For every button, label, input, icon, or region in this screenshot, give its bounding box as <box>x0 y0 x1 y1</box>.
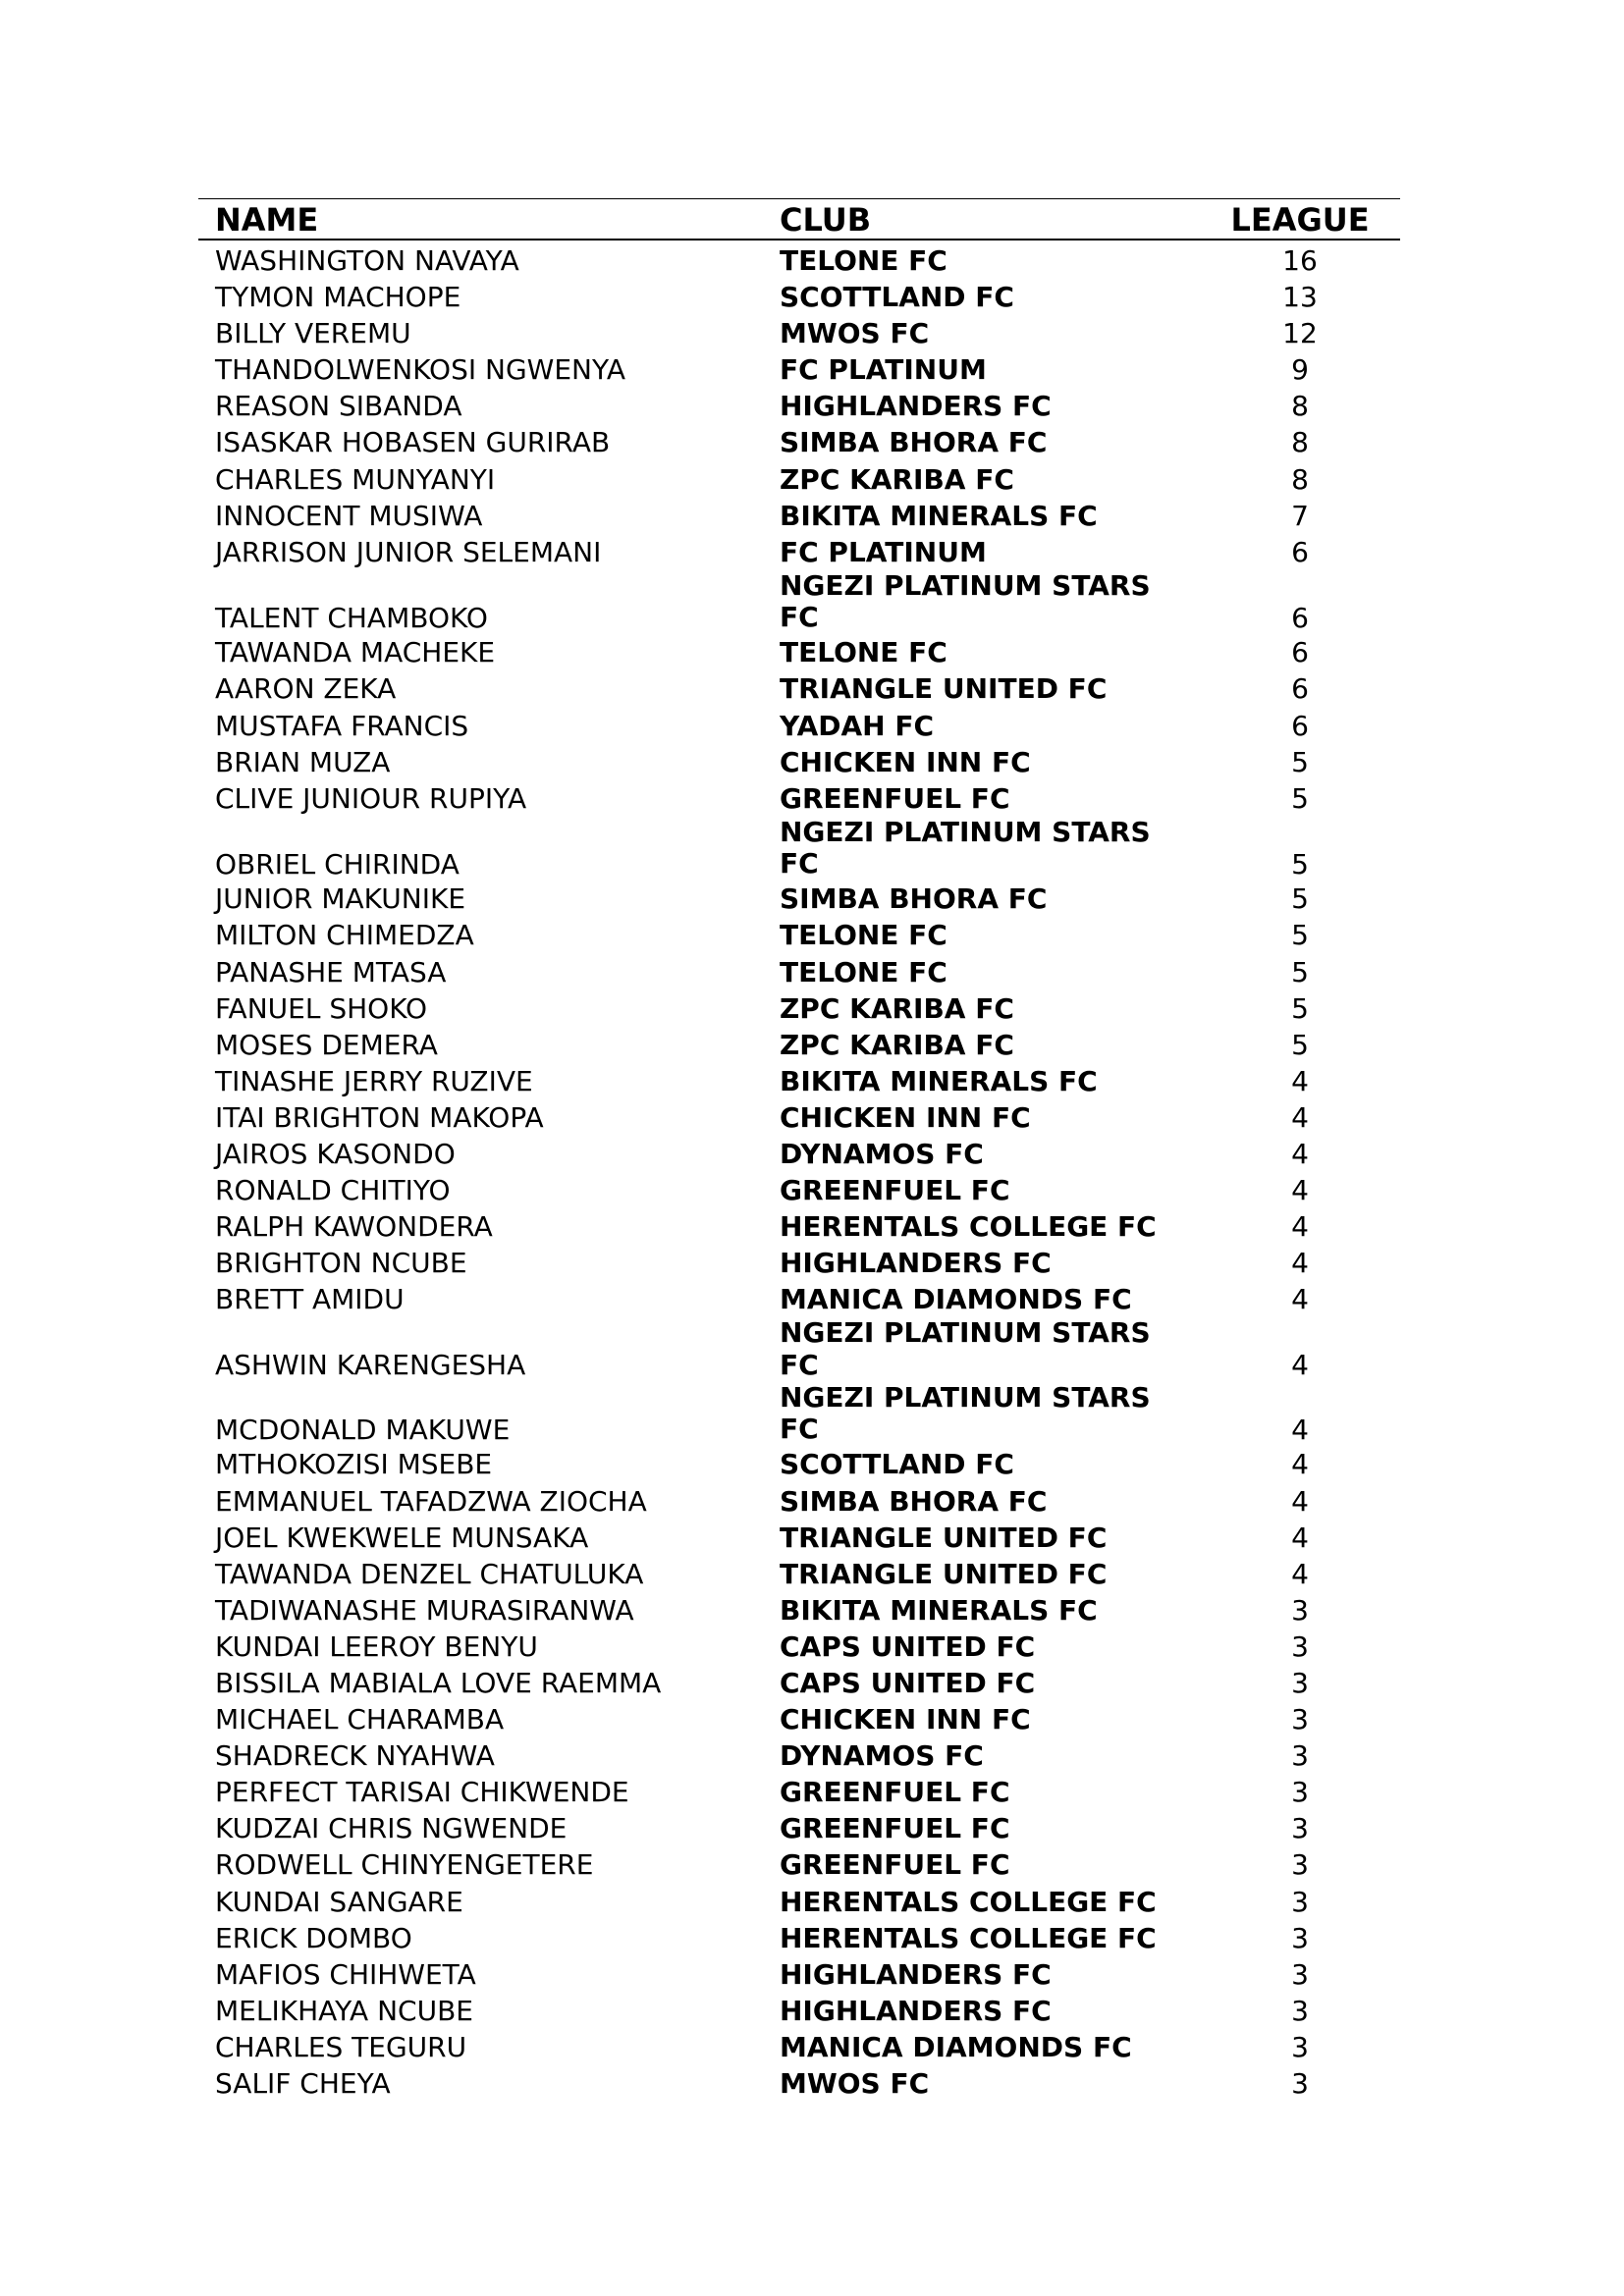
player-name: ERICK DOMBO <box>215 1921 412 1954</box>
league-goals: 3 <box>1291 1957 1309 1991</box>
club-name: SIMBA BHORA FC <box>780 426 1048 459</box>
table-row <box>198 1920 1400 1956</box>
league-goals: 3 <box>1291 1812 1309 1845</box>
table-row <box>198 2065 1400 2102</box>
player-name: SALIF CHEYA <box>215 2067 391 2101</box>
league-goals: 3 <box>1291 1885 1309 1918</box>
club-name: DYNAMOS FC <box>780 1137 984 1170</box>
club-name: TELONE FC <box>780 955 947 988</box>
club-name: BIKITA MINERALS FC <box>780 499 1098 532</box>
table-row <box>198 242 1400 279</box>
player-name: KUDZAI CHRIS NGWENDE <box>215 1812 568 1845</box>
club-name: SIMBA BHORA FC <box>780 1484 1048 1518</box>
club-name: MWOS FC <box>780 317 930 350</box>
club-name: SCOTTLAND FC <box>780 281 1014 314</box>
table-row <box>198 1172 1400 1208</box>
player-name: TADIWANASHE MURASIRANWA <box>215 1593 634 1627</box>
league-goals: 12 <box>1282 317 1318 350</box>
table-row <box>198 1382 1400 1447</box>
table-row <box>198 1993 1400 2029</box>
club-name: FC PLATINUM <box>780 535 987 568</box>
league-goals: 8 <box>1291 390 1309 423</box>
club-name: HIGHLANDERS FC <box>780 1994 1052 2027</box>
league-goals: 4 <box>1291 1064 1309 1097</box>
player-name: JOEL KWEKWELE MUNSAKA <box>215 1521 589 1554</box>
player-name: BRIGHTON NCUBE <box>215 1247 467 1280</box>
league-goals: 6 <box>1291 601 1309 634</box>
club-name: CHICKEN INN FC <box>780 1703 1031 1736</box>
player-name: AARON ZEKA <box>215 672 397 706</box>
player-name: RODWELL CHINYENGETERE <box>215 1848 594 1882</box>
club-name-line: FC <box>780 847 819 881</box>
league-goals: 8 <box>1291 462 1309 496</box>
table-row <box>198 351 1400 388</box>
club-name: HIGHLANDERS FC <box>780 390 1052 423</box>
player-name: ASHWIN KARENGESHA <box>215 1349 526 1382</box>
table-row <box>198 881 1400 917</box>
club-name: TRIANGLE UNITED FC <box>780 1557 1108 1590</box>
league-goals: 4 <box>1291 1413 1309 1446</box>
club-name: ZPC KARIBA FC <box>780 991 1014 1025</box>
league-goals: 3 <box>1291 1776 1309 1809</box>
league-goals: 4 <box>1291 1349 1309 1382</box>
club-name: YADAH FC <box>780 709 935 742</box>
player-name: RALPH KAWONDERA <box>215 1210 493 1244</box>
header-league: LEAGUE <box>1230 201 1370 239</box>
player-name: MOSES DEMERA <box>215 1028 438 1061</box>
league-goals: 5 <box>1291 955 1309 988</box>
league-goals: 3 <box>1291 1921 1309 1954</box>
player-name: RONALD CHITIYO <box>215 1174 451 1207</box>
table-row <box>198 315 1400 351</box>
table-row <box>198 1245 1400 1281</box>
player-name: WASHINGTON NAVAYA <box>215 244 519 277</box>
table-row <box>198 670 1400 707</box>
table-row <box>198 1629 1400 1665</box>
club-name: TELONE FC <box>780 244 947 277</box>
league-goals: 4 <box>1291 1137 1309 1170</box>
table-row <box>198 1446 1400 1482</box>
league-goals: 6 <box>1291 636 1309 669</box>
table-row <box>198 1737 1400 1774</box>
league-goals: 4 <box>1291 1448 1309 1481</box>
league-goals: 4 <box>1291 1484 1309 1518</box>
club-name: TELONE FC <box>780 919 947 952</box>
league-goals: 5 <box>1291 745 1309 778</box>
table-row <box>198 1956 1400 1993</box>
player-name: PANASHE MTASA <box>215 955 447 988</box>
table-row <box>198 534 1400 570</box>
club-name-line: NGEZI PLATINUM STARS <box>780 568 1151 602</box>
table-row <box>198 1556 1400 1592</box>
player-name: MCDONALD MAKUWE <box>215 1413 511 1446</box>
player-name: MTHOKOZISI MSEBE <box>215 1448 493 1481</box>
league-goals: 5 <box>1291 882 1309 916</box>
club-name <box>780 817 1200 881</box>
player-name: MICHAEL CHARAMBA <box>215 1703 505 1736</box>
club-name-line: FC <box>780 601 819 634</box>
league-goals: 5 <box>1291 781 1309 815</box>
club-name: SCOTTLAND FC <box>780 1448 1014 1481</box>
table-row <box>198 498 1400 534</box>
club-name: BIKITA MINERALS FC <box>780 1064 1098 1097</box>
league-goals: 3 <box>1291 1667 1309 1699</box>
table-row <box>198 2029 1400 2065</box>
club-name: TRIANGLE UNITED FC <box>780 1521 1108 1554</box>
club-name: CAPS UNITED FC <box>780 1667 1036 1699</box>
player-name: MELIKHAYA NCUBE <box>215 1994 473 2027</box>
league-goals: 3 <box>1291 1739 1309 1773</box>
league-goals: 6 <box>1291 709 1309 742</box>
table-row <box>198 708 1400 744</box>
club-name: TRIANGLE UNITED FC <box>780 672 1108 706</box>
table-row <box>198 1027 1400 1063</box>
club-name <box>780 1382 1200 1446</box>
club-name: HIGHLANDERS FC <box>780 1957 1052 1991</box>
league-goals: 8 <box>1291 426 1309 459</box>
table-row <box>198 1208 1400 1245</box>
header-name: NAME <box>215 201 319 239</box>
table-row <box>198 1884 1400 1920</box>
club-name-line: NGEZI PLATINUM STARS <box>780 1316 1151 1350</box>
player-name: BRETT AMIDU <box>215 1283 405 1316</box>
player-name: KUNDAI LEEROY BENYU <box>215 1629 538 1663</box>
league-goals: 5 <box>1291 847 1309 881</box>
table-row <box>198 1281 1400 1317</box>
league-goals: 4 <box>1291 1100 1309 1134</box>
club-name: MANICA DIAMONDS FC <box>780 1283 1132 1316</box>
league-goals: 9 <box>1291 353 1309 387</box>
league-goals: 5 <box>1291 919 1309 952</box>
player-name: PERFECT TARISAI CHIKWENDE <box>215 1776 629 1809</box>
club-name: SIMBA BHORA FC <box>780 882 1048 916</box>
table-row <box>198 424 1400 460</box>
league-goals: 4 <box>1291 1283 1309 1316</box>
league-goals: 3 <box>1291 2067 1309 2101</box>
player-name: SHADRECK NYAHWA <box>215 1739 495 1773</box>
club-name: GREENFUEL FC <box>780 781 1010 815</box>
table-row <box>198 279 1400 315</box>
player-name: FANUEL SHOKO <box>215 991 428 1025</box>
club-name-line: FC <box>780 1348 819 1381</box>
table-row <box>198 1317 1400 1382</box>
league-goals: 6 <box>1291 535 1309 568</box>
club-name: HERENTALS COLLEGE FC <box>780 1921 1157 1954</box>
league-goals: 5 <box>1291 991 1309 1025</box>
table-header <box>198 199 1400 240</box>
header-club: CLUB <box>780 201 872 239</box>
player-name: BILLY VEREMU <box>215 317 411 350</box>
table-row <box>198 388 1400 424</box>
league-goals: 3 <box>1291 1629 1309 1663</box>
table-row <box>198 1483 1400 1520</box>
league-goals: 3 <box>1291 1703 1309 1736</box>
league-goals: 4 <box>1291 1521 1309 1554</box>
table-row <box>198 917 1400 953</box>
table-row <box>198 1846 1400 1883</box>
club-name-line: FC <box>780 1413 819 1446</box>
table-body <box>198 240 1400 2102</box>
league-goals: 13 <box>1282 281 1318 314</box>
league-goals: 4 <box>1291 1557 1309 1590</box>
league-goals: 4 <box>1291 1210 1309 1244</box>
league-goals: 7 <box>1291 499 1309 532</box>
player-name: TAWANDA MACHEKE <box>215 636 496 669</box>
scorers-table <box>198 198 1400 2102</box>
club-name <box>780 570 1200 634</box>
table-row <box>198 1810 1400 1846</box>
player-name: TYMON MACHOPE <box>215 281 461 314</box>
club-name: BIKITA MINERALS FC <box>780 1593 1098 1627</box>
club-name: CAPS UNITED FC <box>780 1629 1036 1663</box>
club-name: MANICA DIAMONDS FC <box>780 2030 1132 2063</box>
club-name: HERENTALS COLLEGE FC <box>780 1210 1157 1244</box>
table-row <box>198 461 1400 498</box>
table-row <box>198 954 1400 990</box>
league-goals: 4 <box>1291 1174 1309 1207</box>
club-name: GREENFUEL FC <box>780 1776 1010 1809</box>
player-name: BRIAN MUZA <box>215 745 391 778</box>
player-name: MAFIOS CHIHWETA <box>215 1957 476 1991</box>
player-name: JAIROS KASONDO <box>215 1137 456 1170</box>
club-name: TELONE FC <box>780 636 947 669</box>
player-name: TAWANDA DENZEL CHATULUKA <box>215 1557 644 1590</box>
player-name: TALENT CHAMBOKO <box>215 601 488 634</box>
club-name: CHICKEN INN FC <box>780 1100 1031 1134</box>
club-name: HIGHLANDERS FC <box>780 1247 1052 1280</box>
league-goals: 6 <box>1291 672 1309 706</box>
table-row <box>198 1774 1400 1810</box>
table-row <box>198 1701 1400 1737</box>
table-row <box>198 1136 1400 1172</box>
table-row <box>198 1665 1400 1701</box>
player-name: MILTON CHIMEDZA <box>215 919 474 952</box>
club-name: GREENFUEL FC <box>780 1812 1010 1845</box>
table-row <box>198 1063 1400 1099</box>
player-name: THANDOLWENKOSI NGWENYA <box>215 353 626 387</box>
table-row <box>198 1592 1400 1629</box>
league-goals: 4 <box>1291 1247 1309 1280</box>
player-name: INNOCENT MUSIWA <box>215 499 483 532</box>
club-name: DYNAMOS FC <box>780 1739 984 1773</box>
player-name: JUNIOR MAKUNIKE <box>215 882 466 916</box>
league-goals: 5 <box>1291 1028 1309 1061</box>
table-row <box>198 744 1400 780</box>
player-name: EMMANUEL TAFADZWA ZIOCHA <box>215 1484 647 1518</box>
table-row <box>198 780 1400 817</box>
table-row <box>198 1520 1400 1556</box>
player-name: TINASHE JERRY RUZIVE <box>215 1064 533 1097</box>
league-goals: 16 <box>1282 244 1318 277</box>
club-name: ZPC KARIBA FC <box>780 462 1014 496</box>
league-goals: 3 <box>1291 1994 1309 2027</box>
table-row <box>198 817 1400 881</box>
player-name: CLIVE JUNIOUR RUPIYA <box>215 781 527 815</box>
player-name: OBRIEL CHIRINDA <box>215 847 460 881</box>
club-name: GREENFUEL FC <box>780 1848 1010 1882</box>
table-row <box>198 1099 1400 1136</box>
table-row <box>198 990 1400 1027</box>
club-name: ZPC KARIBA FC <box>780 1028 1014 1061</box>
club-name: HERENTALS COLLEGE FC <box>780 1885 1157 1918</box>
club-name: CHICKEN INN FC <box>780 745 1031 778</box>
league-goals: 3 <box>1291 1593 1309 1627</box>
league-goals: 3 <box>1291 2030 1309 2063</box>
club-name-line: NGEZI PLATINUM STARS <box>780 815 1151 848</box>
club-name: GREENFUEL FC <box>780 1174 1010 1207</box>
player-name: REASON SIBANDA <box>215 390 462 423</box>
player-name: KUNDAI SANGARE <box>215 1885 463 1918</box>
player-name: CHARLES TEGURU <box>215 2030 467 2063</box>
player-name: CHARLES MUNYANYI <box>215 462 496 496</box>
player-name: JARRISON JUNIOR SELEMANI <box>215 535 602 568</box>
club-name-line: NGEZI PLATINUM STARS <box>780 1380 1151 1414</box>
player-name: MUSTAFA FRANCIS <box>215 709 469 742</box>
table-row <box>198 570 1400 635</box>
club-name: MWOS FC <box>780 2067 930 2101</box>
club-name <box>780 1317 1200 1381</box>
player-name: ISASKAR HOBASEN GURIRAB <box>215 426 611 459</box>
league-goals: 3 <box>1291 1848 1309 1882</box>
player-name: BISSILA MABIALA LOVE RAEMMA <box>215 1667 662 1699</box>
player-name: ITAI BRIGHTON MAKOPA <box>215 1100 544 1134</box>
table-row <box>198 634 1400 670</box>
club-name: FC PLATINUM <box>780 353 987 387</box>
